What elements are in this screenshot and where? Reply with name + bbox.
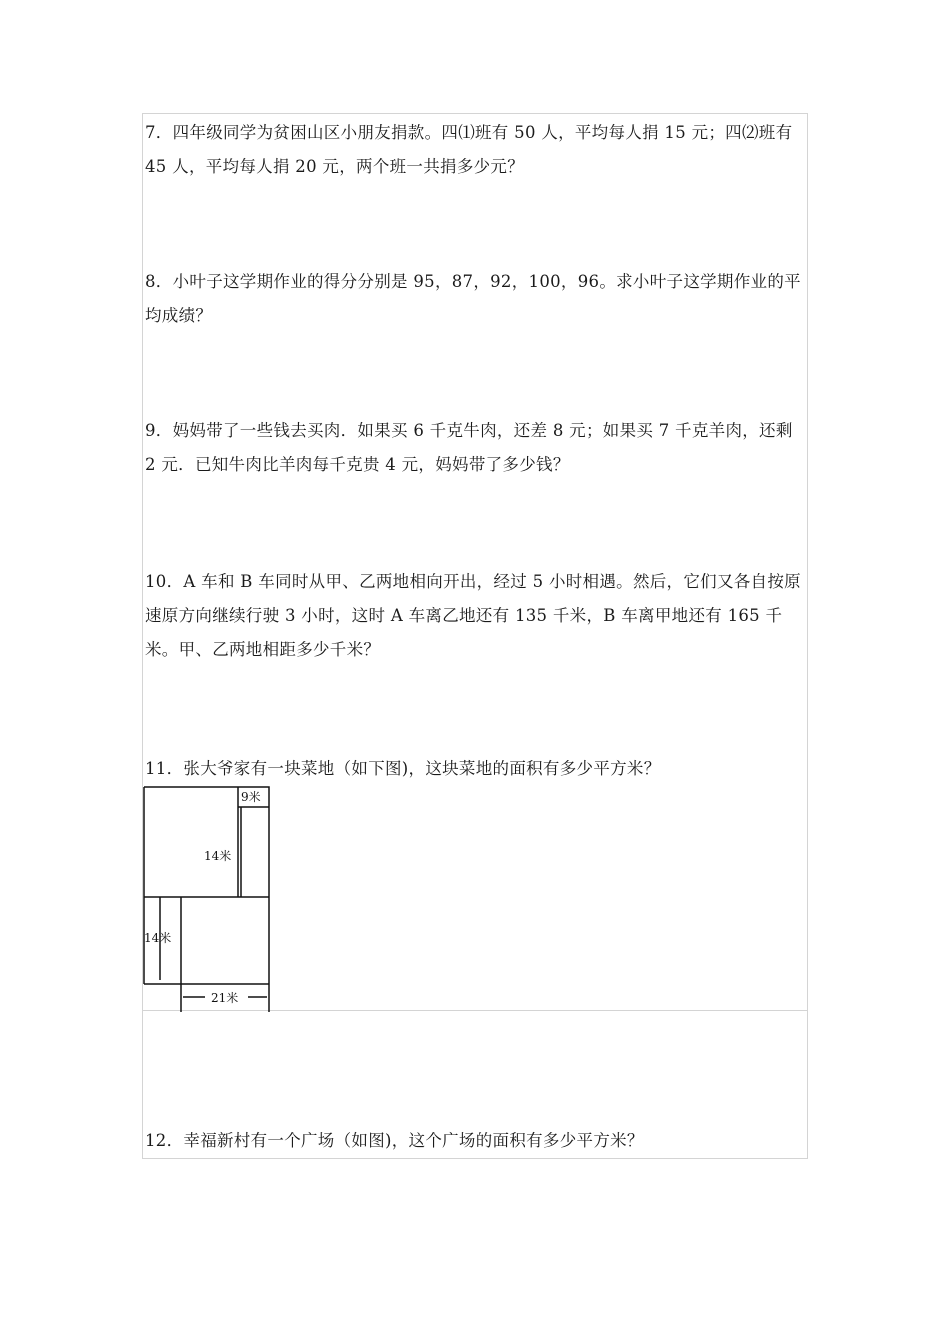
question-11: 11．张大爷家有一块菜地（如下图)，这块菜地的面积有多少平方米？: [145, 759, 661, 778]
figure-label-lower-side: 14米: [144, 931, 172, 945]
question-12: 12．幸福新村有一个广场（如图)，这个广场的面积有多少平方米？: [145, 1131, 644, 1150]
figure-label-top: 9米: [241, 790, 261, 804]
figure-label-bottom: 21米: [211, 991, 239, 1005]
question-10: 10．A 车和 B 车同时从甲、乙两地相向开出，经过 5 小时相遇。然后，它们又各自按原速原方向继续行驶 3 小时，这时 A 车离乙地还有 135 千米，B 车离甲地还有 165 千米。甲、乙两地相距多少千米？: [145, 572, 801, 659]
question-7: 7．四年级同学为贫困山区小朋友捐款。四⑴班有 50 人，平均每人捐 15 元；四⑵班有 45 人，平均每人捐 20 元，两个班一共捐多少元？: [145, 123, 793, 176]
question-8: 8．小叶子这学期作业的得分分别是 95，87，92，100，96。求小叶子这学期作业的平均成绩？: [145, 272, 801, 325]
question-9: 9．妈妈带了一些钱去买肉．如果买 6 千克牛肉，还差 8 元；如果买 7 千克羊肉，还剩 2 元．已知牛肉比羊肉每千克贵 4 元，妈妈带了多少钱？: [145, 421, 793, 474]
vegetable-plot-figure: [143, 786, 273, 1012]
figure-label-upper-side: 14米: [204, 849, 232, 863]
